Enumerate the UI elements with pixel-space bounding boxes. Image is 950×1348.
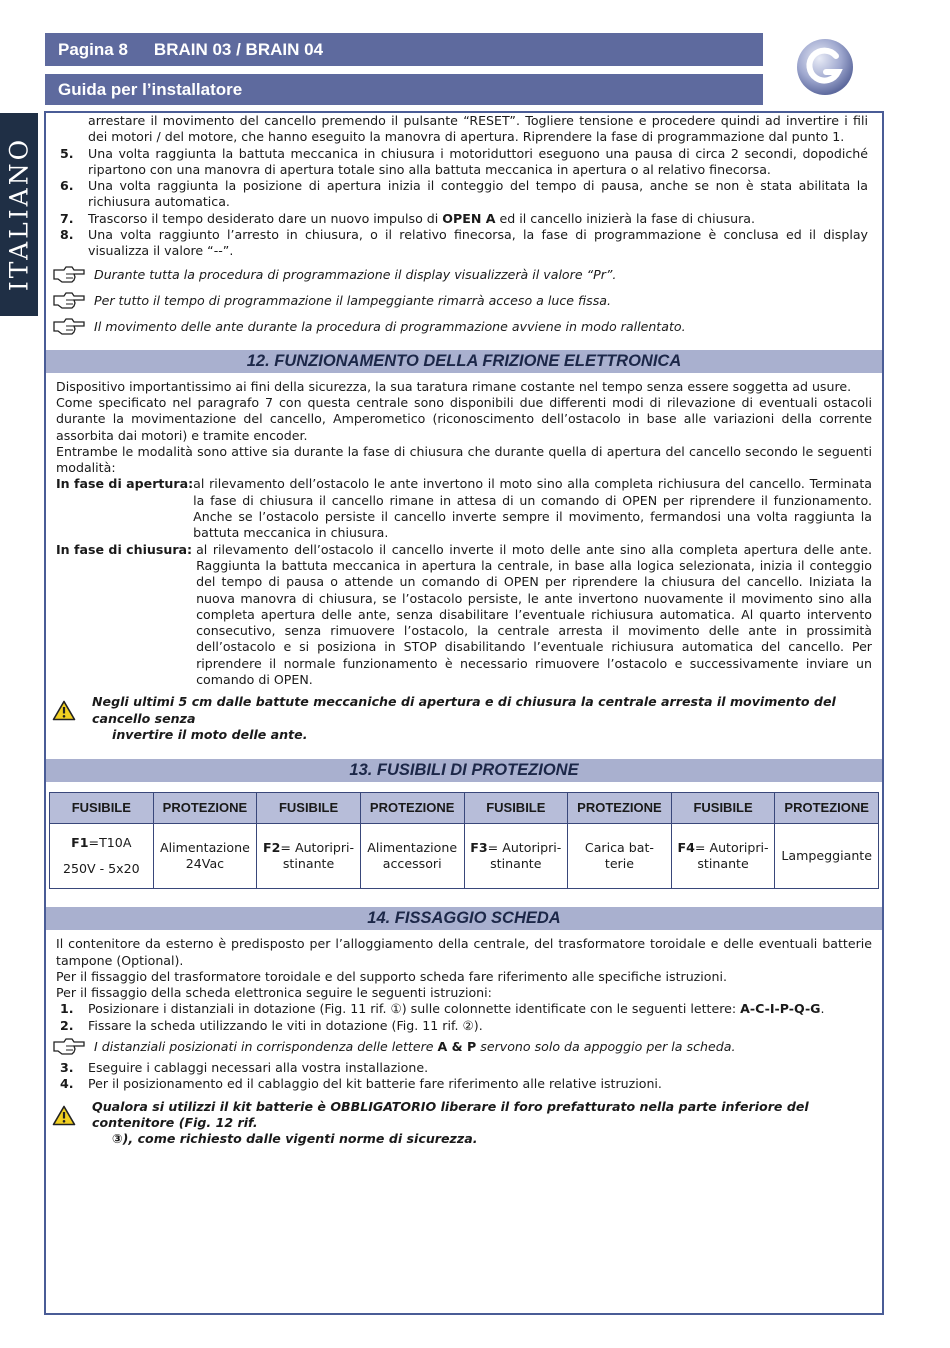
- column-header: PROTEZIONE: [775, 793, 879, 824]
- warning-icon: [52, 1105, 76, 1126]
- step-item: 7. Trascorso il tempo desiderato dare un nuovo impulso di OPEN A ed il cancello inizierà la fase di chiusura.: [60, 210, 756, 226]
- guide-title-bar: [45, 74, 763, 105]
- step-item: 4. Per il posizionamento ed il cablaggio del kit batterie fare riferimento alle relative istruzioni.: [60, 1076, 662, 1092]
- paragraph: Per il fissaggio del trasformatore toroidale e del supporto scheda fare riferimento alle specifiche istruzioni.: [56, 968, 727, 984]
- table-cell: Carica bat-terie: [568, 824, 672, 889]
- section-14-heading: 14. FISSAGGIO SCHEDA: [46, 907, 882, 930]
- table-cell: F2= Autoripri-stinante: [257, 824, 361, 889]
- warning-icon: [52, 700, 76, 721]
- table-header-row: [50, 793, 879, 824]
- table-cell: F3= Autoripri-stinante: [464, 824, 568, 889]
- table-cell: F4= Autoripri-stinante: [671, 824, 775, 889]
- pointing-hand-icon: [52, 265, 86, 285]
- step-item: 2. Fissare la scheda utilizzando le viti in dotazione (Fig. 11 rif. ②).: [60, 1017, 483, 1033]
- closing-phase-item: In fase di chiusura: al rilevamento dell’ostacolo il cancello inverte il moto delle ante sino alla completa apertura delle ante. Raggiunta la battuta meccanica in apertura la centrale, in base alla logica selezionata, inizia il conteggio del tempo di pausa o attende un comando di OPEN per riprendere la chiusura del cancello. Iniziata la nuova manovra di chiusura, se l’ostacolo persiste, le ante invertono nuovamente il movimento sino alla completa apertura delle ante, senza disabilitare l’eventuale richiusura automatica. Al quarto intervento consecutivo, senza rimuovere l’ostacolo, la centrale arresta il movimento delle ante in prossimità dell’ostacolo e si posiziona in STOP disabilitando l’eventuale richiusura automatica del cancello. Per riprendere il normale funzionamento è necessario rimuovere l’ostacolo e successivamente inviare un comando di OPEN.: [56, 541, 872, 688]
- page-number: Pagina 8: [58, 39, 128, 59]
- step-item: 3. Eseguire i cablaggi necessari alla vostra installazione.: [60, 1059, 429, 1075]
- step-continuation: [46, 113, 882, 146]
- warning-row: Qualora si utilizzi il kit batterie è OBBLIGATORIO liberare il foro prefatturato nella parte inferiore del contenitore (Fig. 12 rif. ③), come richiesto dalle vigenti norme di sicurezza.: [46, 1099, 882, 1148]
- product-model: BRAIN 03 / BRAIN 04: [153, 39, 324, 59]
- table-row: [50, 824, 879, 889]
- column-header: FUSIBILE: [257, 793, 361, 824]
- paragraph: Come specificato nel paragrafo 7 con questa centrale sono disponibili due differenti modi di rilevazione di eventuali ostacoli durante la movimentazione del cancello, Amperometico (riconoscimento dell’ostacolo in base alle variazioni della corrente assorbita dai motori) e tramite encoder.: [56, 394, 872, 443]
- brand-logo-icon: [796, 38, 854, 96]
- column-header: FUSIBILE: [464, 793, 568, 824]
- pointing-hand-icon: [52, 291, 86, 311]
- language-label: ITALIANO: [4, 136, 34, 292]
- opening-phase-item: In fase di apertura: al rilevamento dell’ostacolo le ante invertono il moto sino alla completa richiusura del cancello. Terminata la fase di chiusura il cancello rimane in attesa di un comando di OPEN per riprendere il funzionamento. Anche se l’ostacolo persiste il cancello inverte sempre il movimento, fermandosi una volta raggiunta la battuta meccanica in chiusura.: [56, 476, 872, 541]
- note-text: I distanziali posizionati in corrispondenza delle lettere A & P servono solo da appoggio per la scheda.: [94, 1038, 736, 1054]
- column-header: PROTEZIONE: [360, 793, 464, 824]
- column-header: FUSIBILE: [50, 793, 154, 824]
- fuse-table: [49, 792, 879, 889]
- section-13-heading: 13. FUSIBILI DI PROTEZIONE: [46, 759, 882, 782]
- note-row: [46, 288, 882, 314]
- note-row: [46, 314, 882, 340]
- page-content: [46, 113, 882, 1147]
- table-cell: Alimentazione 24Vac: [153, 824, 257, 889]
- warning-text: Negli ultimi 5 cm dalle battute meccaniche di apertura e di chiusura la centrale arresta il movimento del cancello senza: [92, 694, 836, 726]
- step-item: 5. Una volta raggiunta la battuta meccanica in chiusura i motoriduttori eseguono una pausa di circa 2 secondi, dopodiché ripartono con una manovra di apertura totale sino alla battuta meccanica in apertura o al relativo finecorsa.: [60, 145, 868, 177]
- paragraph: Entrambe le modalità sono attive sia durante la fase di chiusura che durante quella di apertura del cancello secondo le seguenti modalità:: [56, 443, 872, 476]
- page-header-bar: [45, 33, 763, 66]
- pointing-hand-icon: [52, 317, 86, 337]
- note-text: Durante tutta la procedura di programmazione il display visualizzerà il valore “Pr”.: [94, 266, 617, 282]
- warning-text: Qualora si utilizzi il kit batterie è OBBLIGATORIO liberare il foro prefatturato nella parte inferiore del contenitore (Fig. 12 rif.: [92, 1098, 809, 1130]
- pointing-hand-icon: [52, 1037, 86, 1057]
- continuation-text: arrestare il movimento del cancello premendo il pulsante “RESET”. Togliere tensione e procedere quindi ad invertire i fili dei motori / del motore, che hanno eseguito la manovra di apertura. Riprendere la fase di programmazione dal punto 1.: [88, 113, 868, 145]
- column-header: FUSIBILE: [671, 793, 775, 824]
- warning-row: Negli ultimi 5 cm dalle battute meccaniche di apertura e di chiusura la centrale arresta il movimento del cancello senza invertire il moto delle ante.: [46, 694, 882, 743]
- paragraph: Per il fissaggio della scheda elettronica seguire le seguenti istruzioni:: [56, 985, 492, 1001]
- step-item: 8. Una volta raggiunto l’arresto in chiusura, o il relativo finecorsa, la fase di programmazione è conclusa ed il display visualizza il valore “--”.: [60, 227, 868, 259]
- section-12-heading: 12. FUNZIONAMENTO DELLA FRIZIONE ELETTRONICA: [46, 350, 882, 373]
- step-item: 6. Una volta raggiunta la posizione di apertura inizia il conteggio del tempo di pausa, anche se non è stata abilitata la richiusura automatica.: [60, 178, 868, 210]
- paragraph: Dispositivo importantissimo ai fini della sicurezza, la sua taratura rimane costante nel tempo senza essere soggetta ad usure.: [56, 378, 852, 394]
- guide-title: Guida per l’installatore: [58, 79, 243, 99]
- note-row: [46, 262, 882, 288]
- table-cell: Alimentazione accessori: [360, 824, 464, 889]
- table-cell: Lampeggiante: [775, 824, 879, 889]
- paragraph: Il contenitore da esterno è predisposto per l’alloggiamento della centrale, del trasformatore toroidale e delle eventuali batterie tampone (Optional).: [56, 936, 872, 968]
- step-item: 1. Posizionare i distanziali in dotazione (Fig. 11 rif. ①) sulle colonnette identificate con le seguenti lettere: A-C-I-P-Q-G.: [60, 1001, 825, 1017]
- note-text: Il movimento delle ante durante la procedura di programmazione avviene in modo rallentato.: [94, 318, 686, 334]
- column-header: PROTEZIONE: [568, 793, 672, 824]
- note-text: Per tutto il tempo di programmazione il lampeggiante rimarrà acceso a luce fissa.: [94, 292, 612, 308]
- note-row: [46, 1034, 882, 1060]
- table-cell: F1=T10A 250V - 5x20: [50, 824, 154, 889]
- column-header: PROTEZIONE: [153, 793, 257, 824]
